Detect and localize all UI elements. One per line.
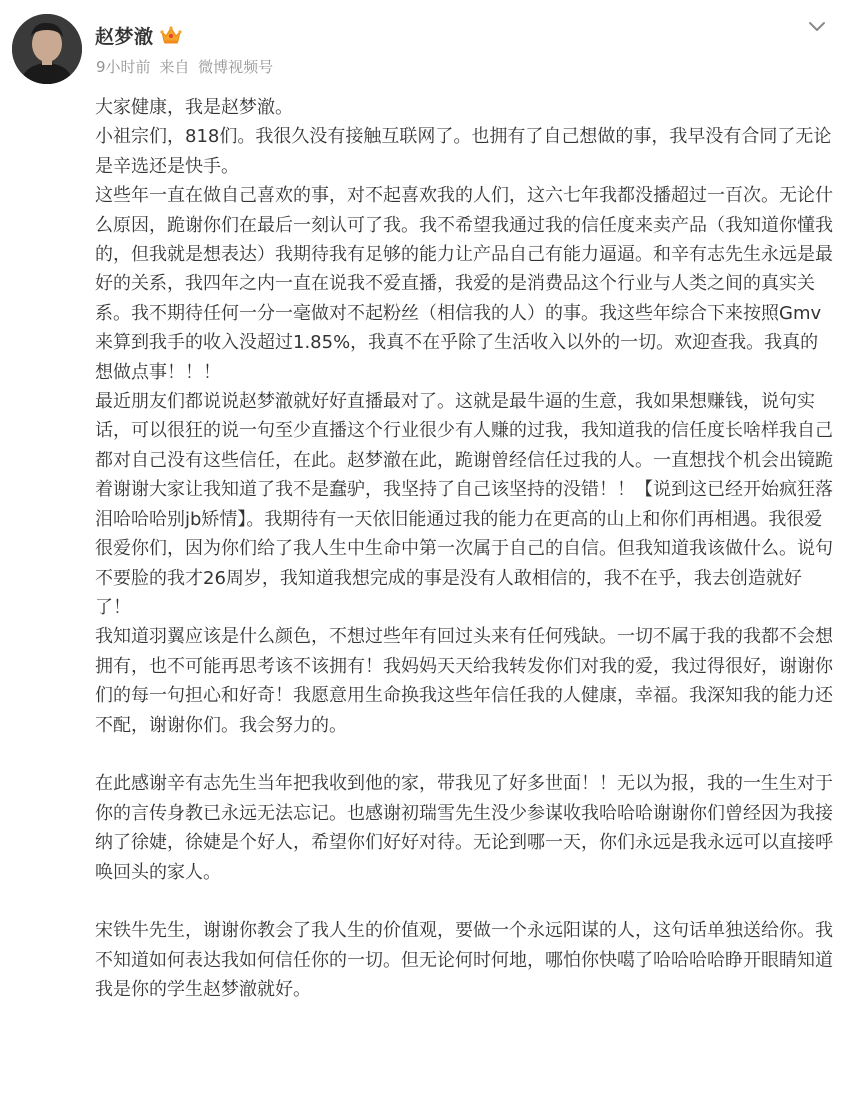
post-paragraph: 在此感谢辛有志先生当年把我收到他的家，带我见了好多世面！！无以为报，我的一生生对于你的言传身教已永远无法忘记。也感谢初瑞雪先生没少参谋收我哈哈哈谢谢你们曾经因为我接纳了徐婕，徐婕是个好人，希望你们好好对待。无论到哪一天，你们永远是我永远可以直接呼唤回头的家人。	[95, 773, 833, 883]
avatar-image	[12, 14, 82, 84]
chevron-down-icon[interactable]	[806, 18, 828, 36]
crown-icon[interactable]	[160, 25, 182, 45]
paragraph-gap	[95, 887, 835, 916]
post-paragraph: 小祖宗们，818们。我很久没有接触互联网了。也拥有了自己想做的事，我早没有合同了无论是辛选还是快手。	[95, 126, 832, 177]
post-time[interactable]: 9小时前	[96, 58, 151, 76]
post-meta	[96, 56, 277, 77]
post-paragraph: 大家健康，我是赵梦澈。	[95, 97, 293, 118]
post-paragraph: 最近朋友们都说说赵梦澈就好好直播最对了。这就是最牛逼的生意，我如果想赚钱，说句实话，可以很狂的说一句至少直播这个行业很少有人赚的过我，我知道我的信任度长啥样我自己都对自己没有这些信任，在此。赵梦澈在此，跪谢曾经信任过我的人。一直想找个机会出镜跪着谢谢大家让我知道了我不是蠢驴，我坚持了自己该坚持的没错！！【说到这已经开始疯狂落泪哈哈哈别jb矫情】。我期待有一天依旧能通过我的能力在更高的山上和你们再相遇。我很爱很爱你们，因为你们给了我人生中生命中第一次属于自己的自信。但我知道我该做什么。说句不要脸的我才26周岁，我知道我想完成的事是没有人敢相信的，我不在乎，我去创造就好了！	[95, 391, 833, 618]
avatar[interactable]	[12, 14, 82, 84]
username-row	[95, 20, 182, 50]
paragraph-gap	[95, 740, 835, 769]
post-source[interactable]: 微博视频号	[198, 58, 274, 76]
from-label: 来自	[159, 58, 190, 76]
post-paragraph: 这些年一直在做自己喜欢的事，对不起喜欢我的人们，这六七年我都没播超过一百次。无论什么原因，跪谢你们在最后一刻认可了我。我不希望我通过我的信任度来卖产品（我知道你懂我的，但我就是想表达）我期待我有足够的能力让产品自己有能力逼逼。和辛有志先生永远是最好的关系，我四年之内一直在说我不爱直播，我爱的是消费品这个行业与人类之间的真实关系。我不期待任何一分一毫做对不起粉丝（相信我的人）的事。我这些年综合下来按照Gmv来算到我手的收入没超过1.85%，我真不在乎除了生活收入以外的一切。欢迎查我。我真的想做点事！！！	[95, 185, 833, 383]
post-paragraph: 宋铁牛先生，谢谢你教会了我人生的价值观，要做一个永远阳谋的人，这句话单独送给你。我不知道如何表达我如何信任你的一切。但无论何时何地，哪怕你快噶了哈哈哈哈睁开眼睛知道我是你的学生赵梦澈就好。	[95, 920, 833, 1001]
post-paragraph: 我知道羽翼应该是什么颜色，不想过些年有回过头来有任何残缺。一切不属于我的我都不会想拥有，也不可能再思考该不该拥有！我妈妈天天给我转发你们对我的爱，我过得很好，谢谢你们的每一句担心和好奇！我愿意用生命换我这些年信任我的人健康，幸福。我深知我的能力还不配，谢谢你们。我会努力的。	[95, 626, 833, 736]
post-content	[95, 93, 835, 1005]
username[interactable]: 赵梦澈	[95, 25, 154, 48]
